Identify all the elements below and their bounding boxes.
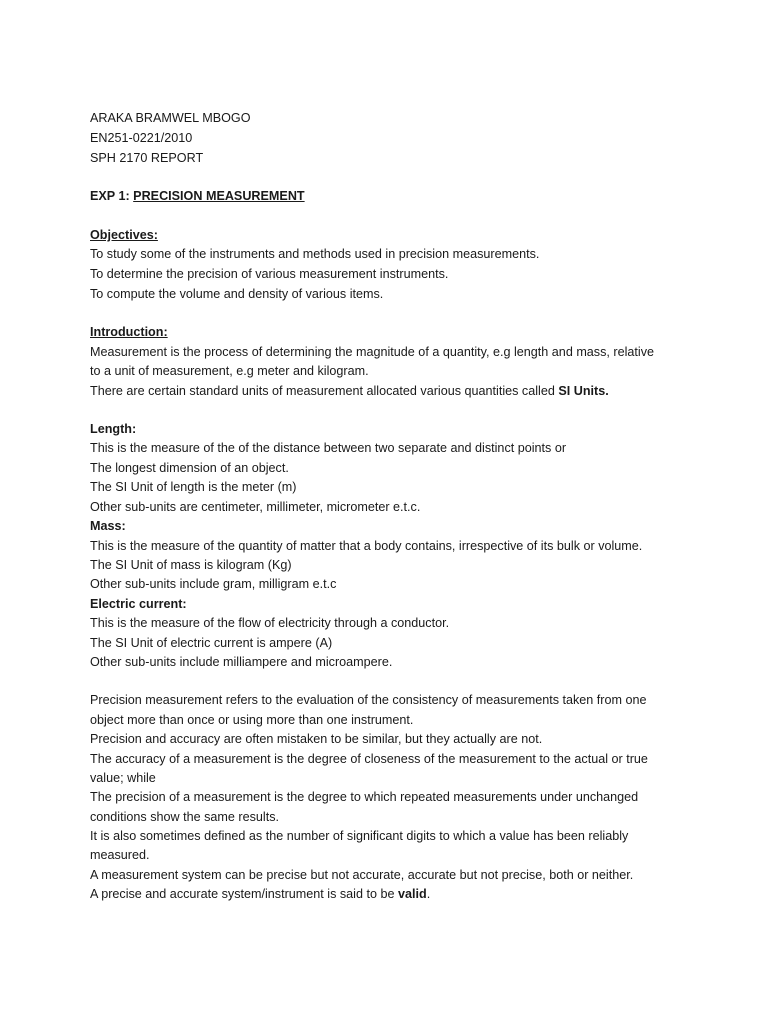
precision-line: Precision and accuracy are often mistaken to be similar, but they actually are not. — [90, 732, 543, 746]
length-heading: Length: — [90, 422, 137, 436]
precision-line: measured. — [90, 848, 150, 862]
experiment-prefix: EXP 1: — [90, 189, 134, 203]
author-name: ARAKA BRAMWEL MBOGO — [90, 111, 251, 125]
objective-line: To study some of the instruments and methods used in precision measurements. — [90, 247, 540, 261]
length-line: Other sub-units are centimeter, millimeter, micrometer e.t.c. — [90, 500, 421, 514]
length-line: The SI Unit of length is the meter (m) — [90, 480, 297, 494]
introduction-line: to a unit of measurement, e.g meter and kilogram. — [90, 364, 369, 378]
precision-line: conditions show the same results. — [90, 810, 279, 824]
experiment-heading — [90, 188, 305, 204]
valid-definition-text: A precise and accurate system/instrument is said to be — [90, 887, 398, 901]
introduction-line: Measurement is the process of determining the magnitude of a quantity, e.g length and mass, relative — [90, 345, 655, 359]
objectives-heading: Objectives: — [90, 228, 158, 242]
registration-number: EN251-0221/2010 — [90, 131, 193, 145]
mass-line: This is the measure of the quantity of matter that a body contains, irrespective of its bulk or volume. — [90, 539, 643, 553]
report-title: SPH 2170 REPORT — [90, 151, 204, 165]
current-line: Other sub-units include milliampere and microampere. — [90, 655, 393, 669]
introduction-heading: Introduction: — [90, 325, 168, 339]
mass-line: Other sub-units include gram, milligram e.t.c — [90, 577, 337, 591]
objective-line: To determine the precision of various measurement instruments. — [90, 267, 449, 281]
introduction-si-line — [90, 383, 609, 399]
current-line: The SI Unit of electric current is ampere (A) — [90, 636, 333, 650]
valid-term: valid — [398, 887, 427, 901]
current-line: This is the measure of the flow of electricity through a conductor. — [90, 616, 450, 630]
precision-line: It is also sometimes defined as the number of significant digits to which a value has been reliably — [90, 829, 629, 843]
mass-heading: Mass: — [90, 519, 126, 533]
precision-line: object more than once or using more than one instrument. — [90, 713, 414, 727]
length-line: This is the measure of the of the distance between two separate and distinct points or — [90, 441, 567, 455]
valid-definition-line — [90, 886, 430, 902]
current-heading: Electric current: — [90, 597, 187, 611]
precision-line: The precision of a measurement is the degree to which repeated measurements under unchanged — [90, 790, 639, 804]
mass-line: The SI Unit of mass is kilogram (Kg) — [90, 558, 292, 572]
precision-line: Precision measurement refers to the evaluation of the consistency of measurements taken from one — [90, 693, 647, 707]
objective-line: To compute the volume and density of various items. — [90, 287, 384, 301]
experiment-title: PRECISION MEASUREMENT — [133, 189, 305, 203]
precision-line: The accuracy of a measurement is the degree of closeness of the measurement to the actual or true — [90, 752, 648, 766]
precision-line: A measurement system can be precise but not accurate, accurate but not precise, both or neither. — [90, 868, 634, 882]
introduction-si-text: There are certain standard units of measurement allocated various quantities called — [90, 384, 559, 398]
length-line: The longest dimension of an object. — [90, 461, 289, 475]
precision-line: value; while — [90, 771, 156, 785]
valid-definition-end: . — [426, 887, 431, 901]
si-units-term: SI Units. — [558, 384, 609, 398]
